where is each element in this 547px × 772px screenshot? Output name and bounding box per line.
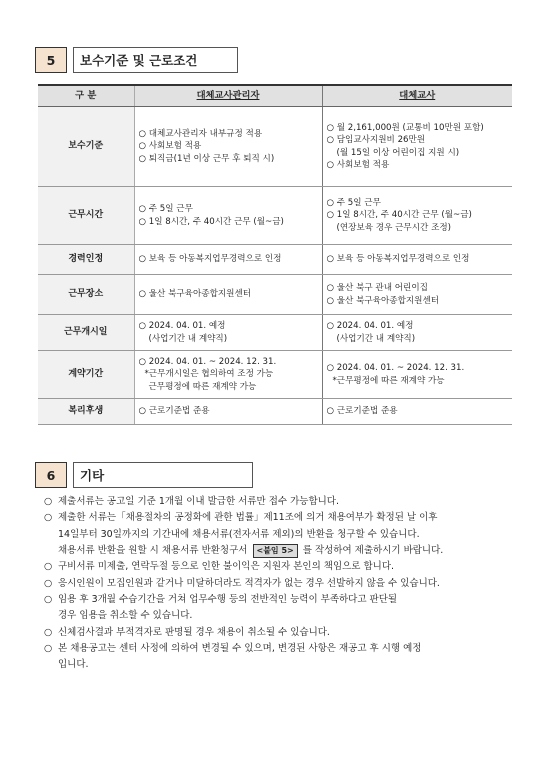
cell-line: ○ 2024. 04. 01. 예정 (138, 321, 226, 332)
bullet-circle-icon: ○ (44, 496, 53, 507)
teacher-cell (322, 275, 512, 315)
note-text: 본 채용공고는 센터 사정에 의하여 변경될 수 있으며, 변경된 사항은 재공고 후 시행 예정 (58, 642, 422, 654)
manager-cell (134, 187, 322, 245)
cell-line: ○ 대체교사관리자 내부규정 적용 (138, 128, 263, 139)
note-text: 채용서류 반환을 원할 시 채용서류 반환청구서 (58, 544, 248, 556)
note-continuation (44, 543, 514, 559)
bullet-circle-icon: ○ (44, 642, 53, 654)
list-item (44, 494, 514, 510)
table-row-welfare (38, 399, 512, 425)
cell-line: ○ 1일 8시간, 주 40시간 근무 (월~금) (138, 216, 284, 227)
row-label: 계약기간 (38, 351, 134, 399)
bullet-circle-icon: ○ (44, 512, 53, 524)
section-title: 기타 (73, 462, 253, 488)
cell-line: ○ 사회보험 적용 (138, 141, 202, 152)
table-row-experience (38, 245, 512, 275)
teacher-cell (322, 399, 512, 425)
table-row-hours (38, 187, 512, 245)
teacher-cell (322, 315, 512, 351)
cell-line: (사업기간 내 계약직) (148, 333, 228, 344)
header-category: 구 분 (38, 85, 134, 107)
section-title: 보수기준 및 근로조건 (73, 47, 238, 73)
section-5-header (35, 47, 238, 73)
header-substitute-manager: 대체교사관리자 (134, 85, 322, 107)
cell-line: ○ 보육 등 아동복지업무경력으로 인정 (326, 254, 470, 265)
manager-cell (134, 275, 322, 315)
teacher-cell (322, 187, 512, 245)
table-row-pay (38, 107, 512, 187)
note-continuation: 14일부터 30일까지의 기간내에 채용서류(전자서류 제외)의 반환을 청구할 수 있습니다. (58, 528, 420, 540)
note-text: 제출한 서류는「채용절차의 공정화에 관한 법률」제11조에 의거 채용여부가 확정된 날 이후 (58, 512, 438, 524)
cell-line: ○ 담임교사지원비 26만원 (326, 135, 426, 146)
table-row-workplace (38, 275, 512, 315)
manager-cell (134, 107, 322, 187)
attachment-tag: <붙임 5> (253, 544, 298, 558)
row-label: 근무시간 (38, 187, 134, 245)
bullet-circle-icon: ○ (44, 626, 53, 638)
teacher-cell (322, 245, 512, 275)
list-item (44, 625, 514, 641)
row-label: 근무장소 (38, 275, 134, 315)
section-number: 6 (35, 462, 67, 488)
bullet-circle-icon: ○ (44, 577, 53, 589)
row-label: 경력인정 (38, 245, 134, 275)
cell-line: ○ 보육 등 아동복지업무경력으로 인정 (138, 254, 282, 265)
manager-cell (134, 315, 322, 351)
cell-line: ○ 주 5일 근무 (326, 197, 381, 208)
list-item (44, 576, 514, 592)
note-text: 신체검사결과 부적격자로 판명될 경우 채용이 취소될 수 있습니다. (58, 626, 330, 638)
manager-cell (134, 245, 322, 275)
section-6-header (35, 462, 253, 488)
cell-line: ○ 퇴직금(1년 이상 근무 후 퇴직 시) (138, 153, 275, 164)
notes-list (44, 494, 514, 674)
cell-line: *근무개시일은 협의하여 조정 가능 (144, 369, 274, 380)
table-row-start-date (38, 315, 512, 351)
cell-line: ○ 사회보험 적용 (326, 159, 390, 170)
note-continuation: 입니다. (58, 659, 89, 671)
conditions-table (38, 84, 512, 425)
header-substitute-teacher: 대체교사 (322, 85, 512, 107)
row-label: 근무개시일 (38, 315, 134, 351)
list-item (44, 641, 514, 674)
list-item (44, 510, 514, 559)
note-text: 응시인원이 모집인원과 같거나 미달하더라도 적격자가 없는 경우 선발하지 않을 수 있습니다. (58, 577, 440, 589)
cell-line: ○ 근로기준법 준용 (138, 406, 210, 417)
manager-cell (134, 399, 322, 425)
list-item (44, 559, 514, 575)
cell-line: 근무평정에 따른 재계약 가능 (148, 381, 257, 392)
bullet-circle-icon: ○ (44, 561, 53, 573)
cell-line: ○ 2024. 04. 01. 예정 (326, 321, 414, 332)
table-row-contract-period (38, 351, 512, 399)
cell-line: ○ 2024. 04. 01. ~ 2024. 12. 31. (326, 363, 465, 374)
teacher-cell (322, 351, 512, 399)
cell-line: ○ 1일 8시간, 주 40시간 근무 (월~금) (326, 210, 472, 221)
bullet-circle-icon: ○ (44, 593, 53, 605)
teacher-cell (322, 107, 512, 187)
manager-cell (134, 351, 322, 399)
note-text: 임용 후 3개월 수습기간을 거쳐 업무수행 등의 전반적인 능력이 부족하다고 판단될 (58, 593, 398, 605)
cell-line: (연장보육 경우 근무시간 조정) (336, 222, 452, 233)
cell-line: (월 15일 이상 어린이집 지원 시) (336, 147, 460, 158)
cell-line: ○ 2024. 04. 01. ~ 2024. 12. 31. (138, 356, 277, 367)
cell-line: ○ 울산 북구 관내 어린이집 (326, 283, 428, 294)
row-label: 보수기준 (38, 107, 134, 187)
cell-line: ○ 울산 북구육아종합지원센터 (138, 289, 252, 300)
cell-line: (사업기간 내 계약직) (336, 333, 416, 344)
note-text: 를 작성하여 제출하시기 바랍니다. (302, 544, 444, 556)
table-header-row (38, 85, 512, 107)
note-text: 제출서류는 공고일 기준 1개월 이내 발급한 서류만 접수 가능합니다. (58, 496, 340, 507)
cell-line: ○ 근로기준법 준용 (326, 406, 398, 417)
cell-line: *근무평정에 따른 재계약 가능 (332, 375, 445, 386)
row-label: 복리후생 (38, 399, 134, 425)
note-text: 구비서류 미제출, 연락두절 등으로 인한 불이익은 지원자 본인의 책임으로 합니다. (58, 561, 395, 573)
list-item (44, 592, 514, 625)
cell-line: ○ 주 5일 근무 (138, 204, 193, 215)
cell-line: ○ 울산 북구육아종합지원센터 (326, 295, 440, 306)
cell-line: ○ 월 2,161,000원 (교통비 10만원 포함) (326, 122, 484, 133)
note-continuation: 경우 임용을 취소할 수 있습니다. (58, 610, 193, 622)
section-number: 5 (35, 47, 67, 73)
